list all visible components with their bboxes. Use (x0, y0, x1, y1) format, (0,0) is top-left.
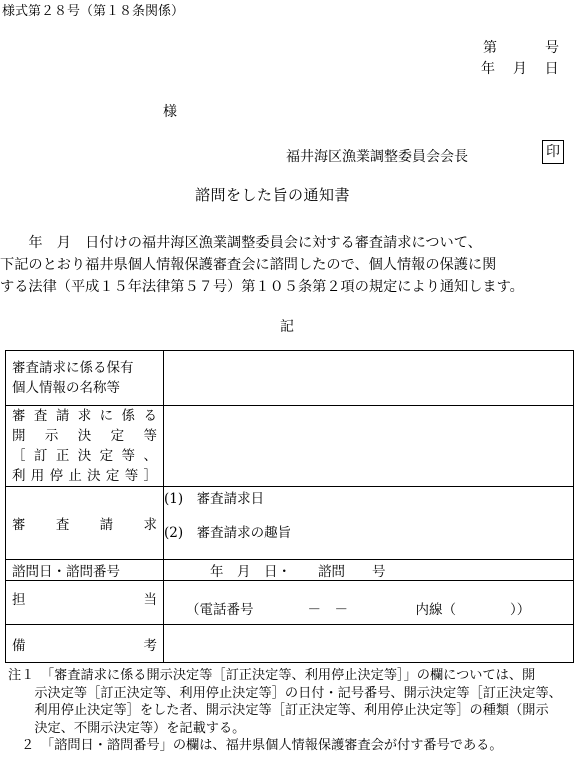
label-line: 利 用 停 止 決 定 等 ］ (12, 468, 157, 484)
table-row (6, 406, 574, 487)
note-1-line-3: 利用停止決定等］をした者、開示決定等［訂正決定等、利用停止決定等］の種類（開示 (8, 703, 549, 718)
body-line-3: する法律（平成１５年法律第５７号）第１０５条第２項の規定により通知します。 (0, 279, 524, 295)
date-day: 日 (544, 61, 559, 77)
disclosure-decision-value[interactable] (164, 406, 574, 487)
note-1-line-4: 決定、不開示決定等）を記載する。 (8, 720, 246, 736)
contact-label (6, 581, 164, 625)
table-row (6, 581, 574, 625)
label-line: 審査請求に係る保有 (12, 360, 134, 376)
table-row (6, 351, 574, 406)
ki-heading: 記 (280, 319, 294, 335)
body-line-1: 年 月 日付けの福井海区漁業調整委員会に対する審査請求について、 (0, 235, 482, 251)
review-request-value[interactable] (164, 487, 574, 560)
date-month: 月 (512, 61, 527, 77)
document-number (483, 37, 559, 57)
label-line: 備 考 (12, 637, 157, 654)
table-row (6, 560, 574, 581)
body-paragraph (0, 232, 580, 298)
note-1-line-2: 示決定等［訂正決定等、利用停止決定等］の日付・記号番号、開示決定等［訂正決定等、 (8, 685, 562, 701)
date-year: 年 (481, 61, 495, 77)
doc-number-prefix: 第 (483, 40, 497, 56)
body-line-2: 下記のとおり福井県個人情報保護審査会に諮問したので、個人情報の保護に関 (0, 257, 497, 273)
label-line: 担 当 (12, 591, 157, 608)
note-2: ２ 「諮問日・諮問番号」の欄は、福井県個人情報保護審査会が付す番号である。 (8, 738, 503, 753)
issue-date (481, 58, 559, 78)
seal-mark: 印 (542, 140, 564, 164)
label-line: 個人情報の名称等 (12, 380, 120, 396)
consultation-date-value[interactable]: 年 月 日・ 諮問 号 (164, 560, 574, 581)
label-line: 開 示 決 定 等 (12, 428, 157, 444)
table-row (6, 625, 574, 663)
sender-name: 福井海区漁業調整委員会会長 (286, 149, 468, 165)
label-line: ［ 訂 正 決 定 等 、 (12, 448, 157, 464)
table-row (6, 487, 574, 560)
remarks-label (6, 625, 164, 663)
doc-number-suffix: 号 (545, 40, 559, 56)
request-purpose-item: (2) 審査請求の趣旨 (164, 525, 292, 541)
addressee: 様 (163, 104, 177, 120)
remarks-value[interactable] (164, 625, 574, 663)
label-line: 審 査 請 求 (12, 517, 157, 533)
document-title: 諮問をした旨の通知書 (195, 186, 351, 204)
notes-section (8, 667, 578, 755)
label-line: 審 査 請 求 に 係 る (12, 408, 157, 424)
record-name-label (6, 351, 164, 406)
record-name-value[interactable] (164, 351, 574, 406)
form-number: 様式第２８号（第１８条関係） (2, 4, 185, 19)
request-date-item: (1) 審査請求日 (164, 491, 265, 507)
consultation-date-label: 諮問日・諮問番号 (6, 560, 164, 581)
details-table (5, 350, 574, 663)
review-request-label (6, 487, 164, 560)
contact-value[interactable]: （電話番号 － － 内線（ ）） (164, 581, 574, 625)
disclosure-decision-label (6, 406, 164, 487)
note-1-line-1: 注１ 「審査請求に係る開示決定等［訂正決定等、利用停止決定等］」の欄については、開 (8, 668, 536, 683)
